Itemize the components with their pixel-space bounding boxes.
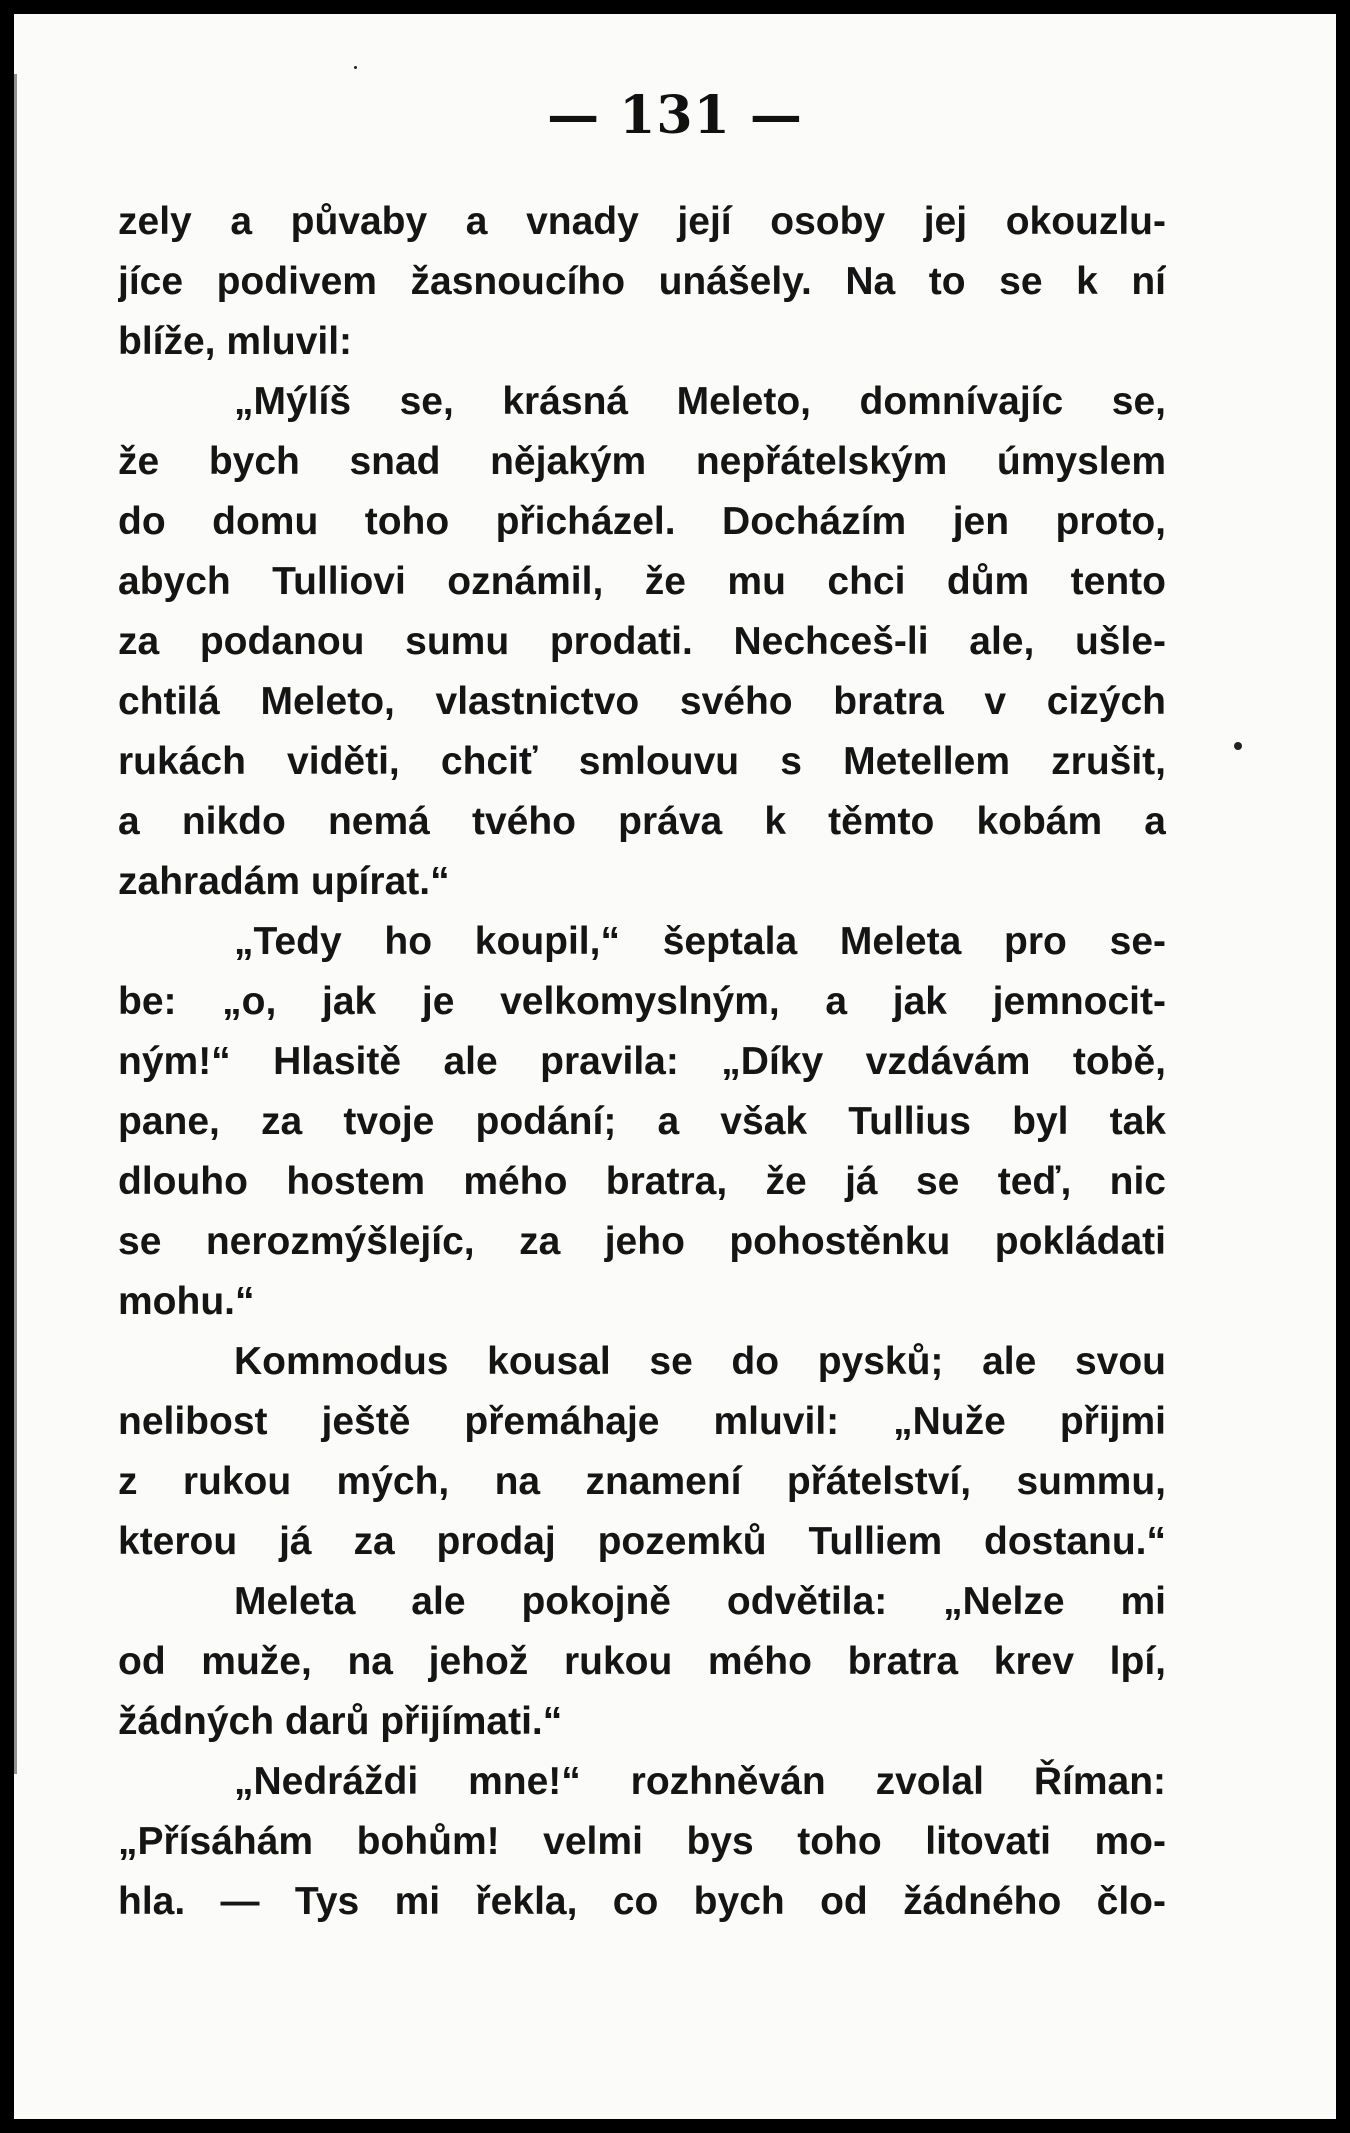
text-line: Meleta ale pokojně odvětila: „Nelze mi: [234, 1580, 1166, 1623]
text-line: „Nedráždi mne!“ rozhněván zvolal Říman:: [234, 1760, 1166, 1803]
text-line: za podanou sumu prodati. Nechceš-li ale, ušle-: [118, 620, 1166, 663]
text-line: zely a půvaby a vnady její osoby jej okouzlu-: [118, 200, 1166, 243]
text-line: mohu.“: [118, 1280, 255, 1323]
text-line: kterou já za prodaj pozemků Tulliem dostanu.“: [118, 1520, 1166, 1563]
text-line: jíce podivem žasnoucího unášely. Na to se k ní: [118, 260, 1166, 303]
binding-edge-line: [14, 74, 17, 1774]
text-line: že bych snad nějakým nepřátelským úmyslem: [118, 440, 1166, 483]
text-line: „Přísáhám bohům! velmi bys toho litovati mo-: [118, 1820, 1166, 1863]
text-line: do domu toho přicházel. Docházím jen proto,: [118, 500, 1166, 543]
text-line: dlouho hostem mého bratra, že já se teď, nic: [118, 1160, 1166, 1203]
page-number: — 131 —: [547, 85, 803, 146]
text-line: Kommodus kousal se do pysků; ale svou: [234, 1340, 1166, 1383]
text-line: be: „o, jak je velkomyslným, a jak jemnocit-: [118, 980, 1166, 1023]
text-line: od muže, na jehož rukou mého bratra krev lpí,: [118, 1640, 1166, 1683]
text-line: žádných darů přijímati.“: [118, 1700, 563, 1743]
text-line: a nikdo nemá tvého práva k těmto kobám a: [118, 800, 1166, 843]
ink-speck: [1234, 742, 1242, 750]
text-line: „Tedy ho koupil,“ šeptala Meleta pro se-: [234, 920, 1166, 963]
text-line: nelibost ještě přemáhaje mluvil: „Nuže přijmi: [118, 1400, 1166, 1443]
text-line: ným!“ Hlasitě ale pravila: „Díky vzdávám tobě,: [118, 1040, 1166, 1083]
text-line: chtilá Meleto, vlastnictvo svého bratra v cizých: [118, 680, 1166, 723]
text-line: hla. — Tys mi řekla, co bych od žádného člo-: [118, 1880, 1166, 1923]
text-line: zahradám upírat.“: [118, 860, 450, 903]
text-line: abych Tulliovi oznámil, že mu chci dům tento: [118, 560, 1166, 603]
text-line: z rukou mých, na znamení přátelství, summu,: [118, 1460, 1166, 1503]
text-line: „Mýlíš se, krásná Meleto, domnívajíc se,: [234, 380, 1166, 423]
body-text: [118, 192, 1166, 1932]
text-line: blíže, mluvil:: [118, 320, 353, 363]
ink-speck: [354, 66, 357, 69]
text-line: rukách viděti, chciť smlouvu s Metellem zrušit,: [118, 740, 1166, 783]
book-page: [14, 14, 1336, 2119]
text-line: pane, za tvoje podání; a však Tullius byl tak: [118, 1100, 1166, 1143]
text-line: se nerozmýšlejíc, za jeho pohostěnku pokládati: [118, 1220, 1166, 1263]
